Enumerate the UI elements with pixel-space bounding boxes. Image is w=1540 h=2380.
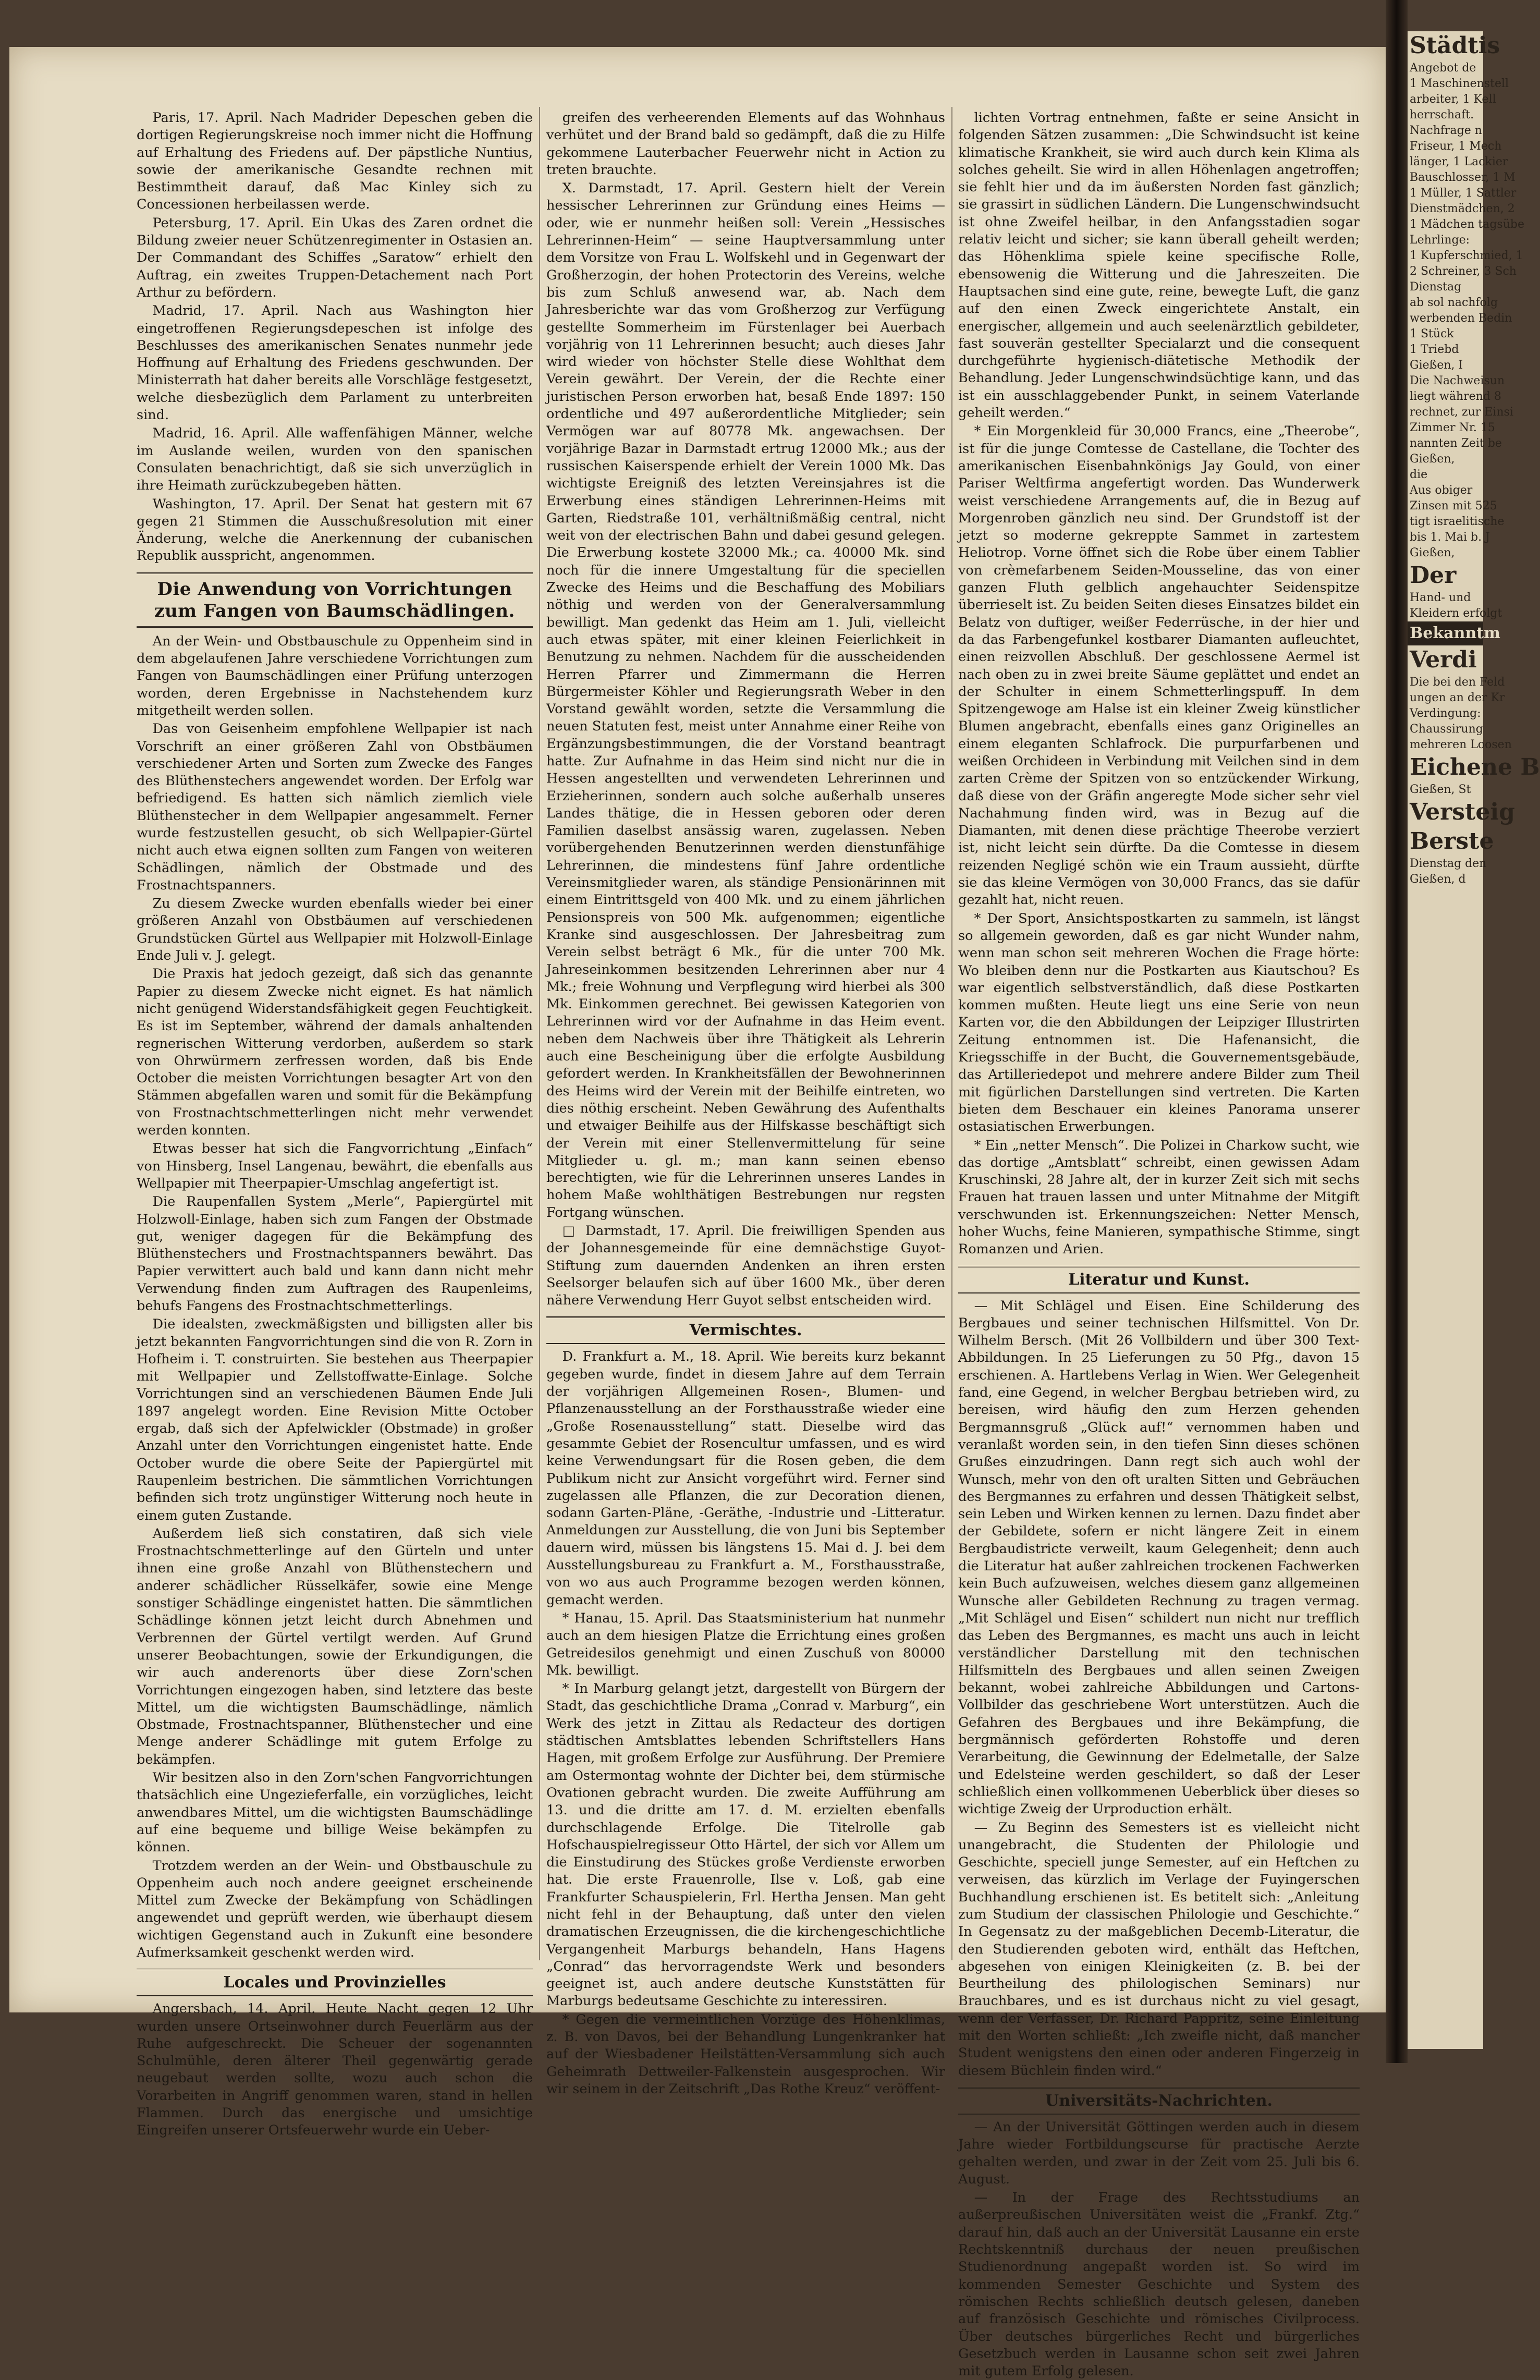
book-gutter	[1386, 0, 1408, 2063]
next-page-text: bis 1. Mai b. J	[1410, 531, 1490, 544]
paragraph: X. Darmstadt, 17. April. Gestern hielt der Verein hessischer Lehrerinnen zur Gründung eines Heims — oder, wie er nunmehr heißen soll: Verein „Hessisches Lehrerinnen-Heim“ — seine Hauptversammlung unter dem Vorsitze von Frau L. Wolfskehl und in Gegenwart der Großherzogin, der hohen Protectorin des Vereins, welche bis zum Schluß anwesend war, ab. Nach dem Jahresberichte war das vom Großherzog zur Verfügung gestellte Sommerheim im Fürstenlager bei Auerbach vorjährig von 11 Lehrerinnen besucht; auch dieses Jahr wird wieder von höchster Stelle diese Wohlthat dem Verein gewährt. Der Verein, der die Rechte einer juristischen Person erworben hat, besaß Ende 1897: 150 ordentliche und 497 außerordentliche Mitglieder; sein Vermögen war auf 80778 Mk. angewachsen. Der vorjährige Bazar in Darmstadt ertrug 12000 Mk.; aus der russischen Kaiserspende erhielt der Verein 1000 Mk. Das wichtigste Ereigniß des letzten Vereinsjahres ist die Erwerbung eines ständigen Lehrerinnen-Heims mit Garten, Riedstraße 101, verhältnißmäßig central, nicht weit von der electrischen Bahn und dabei gesund gelegen. Die Erwerbung kostete 32000 Mk.; ca. 40000 Mk. sind noch für die innere Umgestaltung für die speciellen Zwecke des Heims und die Beschaffung des Mobiliars nöthig und werden von der Generalversammlung bewilligt. Man gedenkt das Heim am 1. Juli, vielleicht auch etwas später, mit einer kleinen Feierlichkeit in Benutzung zu nehmen. Nachdem für die ausscheidenden Herren Pfarrer und Zimmermann die Herren Bürgermeister Köhler und Regierungsrath Weber in den Vorstand gewählt worden, setzte die Versammlung die neuen Statuten fest, meist unter Annahme einer Reihe von Ergänzungsbestimmungen, die der Vorstand beantragt hatte. Zur Aufnahme in das Heim sind nicht nur die in Hessen angestellten und verwendeten Lehrerinnen und Erzieherinnen, sondern auch solche außerhalb unseres Landes thätige, die in Hessen geboren oder deren Familien daselbst ansässig waren, zugelassen. Neben vorübergehenden Benutzerinnen werden dienstunfähige Lehrerinnen, die mindestens fünf Jahre ordentliche Vereinsmitglieder waren, als ständige Pensionärinnen mit einem Eintrittsgeld von 400 Mk. und zu einem jährlichen Pensionspreis von 500 Mk. aufgenommen; eigentliche Kranke sind ausgeschlossen. Der Jahresbeitrag zum Verein selbst beträgt 6 Mk., für die unter 700 Mk. Jahreseinkommen besitzenden Lehrerinnen aber nur 4 Mk.; freie Wohnung und Verpflegung wird hierbei als 300 Mk. Einkommen gerechnet. Bei gewissen Kategorien von Lehrerinnen wird vor der Aufnahme in das Heim event. neben dem Nachweis über ihre Thätigkeit als Lehrerin auch eine Bescheinigung über die erfolgte Ausbildung gefordert werden. In Krankheitsfällen der Bewohnerinnen des Heims wird der Verein mit der Beihilfe eintreten, wo dies nöthig erscheint. Neben Gewährung des Aufenthalts und etwaiger Beihilfe aus der Hilfskasse beschäftigt sich der Verein mit einer Stellenvermittelung für seine Mitglieder u. gl. m.; man kann seinen ebenso berechtigten, wie für die Lehrerinnen unseres Landes in hohem Maße wohlthätigen Bestrebungen nur regsten Fortgang wünschen.	[546, 180, 945, 1220]
paragraph: □ Darmstadt, 17. April. Die freiwilligen Spenden aus der Johannesgemeinde für eine demnächstige Guyot-Stiftung zum dauernden Andenken an ihren ersten Seelsorger belaufen sich auf über 1600 Mk., über deren nähere Verwendung Herr Guyot selbst entscheiden wird.	[546, 1223, 945, 1309]
next-page-text: 1 Triebd	[1410, 343, 1459, 356]
article-heading: Die Anwendung von Vorrichtungen zum Fangen von Baumschädlingen.	[137, 572, 533, 628]
paragraph: lichten Vortrag entnehmen, faßte er seine Ansicht in folgenden Sätzen zusammen: „Die Schwindsucht ist keine klimatische Krankheit, sie wird auch durch kein Klima als solches geheilt. Sie wird in allen Höhenlagen angetroffen; sie fehlt hier und da im äußersten Norden fast gänzlich; sie grassirt in südlichen Ländern. Die Lungenschwindsucht ist ohne Zweifel heilbar, in den Anfangsstadien sogar relativ leicht und sicher; sie kann überall geheilt werden; das Höhenklima spiele keine specifische Rolle, ebensowenig die Witterung und die Jahreszeiten. Die Hauptsachen sind eine gute, reine, bewegte Luft, die ganz auf den einen Zweck eingerichtete Anstalt, ein energischer, allgemein und auch seelenärztlich gebildeter, fast souverän gestellter Specialarzt und die consequent durchgeführte hygienisch-diätetische Methodik der Behandlung. Jeder Lungenschwindsüchtige kann, und das ist ein ausschlaggebender Punkt, in seinem Vaterlande geheilt werden.“	[958, 110, 1360, 421]
next-page-text: länger, 1 Lackier	[1410, 155, 1508, 168]
next-page-text: 2 Schreiner, 3 Sch	[1410, 265, 1517, 278]
paragraph: greifen des verheerenden Elements auf das Wohnhaus verhütet und der Brand bald so gedämpft, daß die zu Hilfe gekommene Lauterbacher Feuerwehr nicht in Action zu treten brauchte.	[546, 110, 945, 178]
column-3	[958, 109, 1360, 2379]
paragraph: * Ein Morgenkleid für 30,000 Francs, eine „Theerobe“, ist für die junge Comtesse de Castellane, die Tochter des amerikanischen Eisenbahnkönigs Jay Gould, von einer Pariser Weltfirma angefertigt worden. Das Wunderwerk weist verschiedene Arrangements auf, die in Bezug auf Morgenroben gänzlich neu sind. Der Grundstoff ist der jetzt so moderne gekreppte Sammet in zartestem Heliotrop. Vorne öffnet sich die Robe über einem Tablier von crèmefarbenem Seiden-Mousseline, das von einer ganzen Fluth gelblich angehauchter Seidenspitze überrieselt ist. Zu beiden Seiten dieses Einsatzes bildet ein Belatz von duftiger, weißer Federrüsche, in der hier und da das Farbengefunkel kostbarer Diamanten aufleuchtet, einen reizvollen Abschluß. Der geschlossene Aermel ist nach oben zu in zwei breite Säume geplättet und endet an der Schulter in einem Schmetterlingspuff. In dem Spitzengewoge am Halse ist ein kleiner Zweig künstlicher Blumen angebracht, ebenfalls eines ganz Originelles an einem eleganten Schlafrock. Die purpurfarbenen und weißen Orchideen in Verbindung mit Veilchen sind in dem zarten Crème der Spitzen von so entzückender Wirkung, daß diese von der Gräfin angeregte Mode sicher sehr viel Nachahmung finden wird, was in Bezug auf die Diamanten, mit denen diese prächtige Theerobe verziert ist, nicht leicht sein dürfte. Da die Comtesse in diesem reizenden Negligé schön wie ein Traum aussieht, dürfte sie das kleine Vermögen von 30,000 Francs, das sie dafür gezahlt hat, nicht reuen.	[958, 423, 1360, 908]
paragraph: Zu diesem Zwecke wurden ebenfalls wieder bei einer größeren Anzahl von Obstbäumen auf verschiedenen Grundstücken Gürtel aus Wellpapier mit Holzwoll-Einlage Ende Juli v. J. gelegt.	[137, 896, 533, 964]
paragraph: Die Praxis hat jedoch gezeigt, daß sich das genannte Papier zu diesem Zwecke nicht eignet. Es hat nämlich nicht genügend Widerstandsfähigkeit gegen Feuchtigkeit. Es ist im September, während der damals anhaltenden regnerischen Witterung verdorben, außerdem so stark von Ohrwürmern zerfressen worden, daß bis Ende October die meisten Vorrichtungen besagter Art von den Stämmen abgefallen waren und somit für die Bekämpfung von Frostnachtschmetterlingen nicht mehr verwendet werden konnten.	[137, 966, 533, 1139]
next-page-text: Friseur, 1 Mech	[1410, 140, 1502, 153]
next-page-text: 1 Maschinenstell	[1410, 77, 1509, 90]
next-page-text: arbeiter, 1 Kell	[1410, 93, 1496, 106]
paragraph: Madrid, 17. April. Nach aus Washington hier eingetroffenen Regierungsdepeschen ist infolge des Beschlusses des amerikanischen Senates nunmehr jede Hoffnung auf Erhaltung des Friedens geschwunden. Der Ministerrath hat daher bereits alle Vorschläge festgesetzt, welche diesbezüglich dem Parlament zu unterbreiten sind.	[137, 303, 533, 423]
next-page-text: Gießen,	[1410, 546, 1455, 559]
paragraph: Außerdem ließ sich constatiren, daß sich viele Frostnachtschmetterlinge auf den Gürteln und unter ihnen eine große Anzahl von Blüthenstechern und anderer schädlicher Rüsselkäfer, sowie eine Menge sonstiger Schädlinge eingenistet hatten. Die sämmtlichen Schädlinge können jetzt leicht durch Abnehmen und Verbrennen der Gürtel vertilgt werden. Auf Grund unserer Beobachtungen, sowie der Erkundigungen, die wir auch anderenorts über diese Zorn'schen Vorrichtungen eingezogen haben, sind letztere das beste Mittel, um die wichtigsten Baumschädlinge, nämlich Obstmade, Frostnachtspanner, Blüthenstecher und eine Menge anderer Schädlinge mit gutem Erfolge zu bekämpfen.	[137, 1525, 533, 1767]
paragraph: — Zu Beginn des Semesters ist es vielleicht nicht unangebracht, die Studenten der Philologie und Geschichte, speciell junge Semester, auf ein Heftchen zu verweisen, das kürzlich im Verlage der Fuyingerschen Buchhandlung erschienen ist. Es betitelt sich: „Anleitung zum Studium der classischen Philologie und Geschichte.“ In Gegensatz zu der maßgeblichen Decemb-Literatur, die den Studierenden geboten wird, enthält das Heftchen, abgesehen von einigen Kleinigkeiten (z. B. bei der Beurtheilung des philologischen Seminars) nur Brauchbares, und es ist durchaus nicht zu viel gesagt, wenn der Verfasser, Dr. Richard Pappritz, seine Einleitung mit den Worten schließt: „Ich zweifle nicht, daß mancher Student wenigstens den einen oder anderen Fingerzeig in diesem Büchlein finden wird.“	[958, 1820, 1360, 2079]
next-page-text: Nachfrage n	[1410, 124, 1482, 137]
next-page-text: Lehrlinge:	[1410, 234, 1470, 247]
paragraph: * Gegen die vermeintlichen Vorzüge des Höhenklimas, z. B. von Davos, bei der Behandlung Lungenkranker hat auf der Wiesbadener Heilstätten-Versammlung sich auch Geheimrath Dettweiler-Falkenstein ausgesprochen. Wir wir seinem in der Zeitschrift „Das Rothe Kreuz“ veröffent-	[546, 2011, 945, 2097]
next-page-text: Kleidern erfolgt	[1410, 607, 1502, 620]
column-rule	[539, 107, 540, 1960]
next-page-text: Die bei den Feld	[1410, 676, 1505, 689]
next-page-text: mehreren Loosen	[1410, 738, 1512, 751]
next-page-text: ab sol nachfolg	[1410, 296, 1498, 309]
paragraph: Trotzdem werden an der Wein- und Obstbauschule zu Oppenheim auch noch andere geeignet erscheinende Mittel zum Zwecke der Bekämpfung von Schädlingen angewendet und geprüft werden, wie überhaupt diesem wichtigen Gegenstand auch in Zukunft eine besondere Aufmerksamkeit geschenkt werden wird.	[137, 1858, 533, 1960]
next-page-text: Verdi	[1410, 646, 1477, 673]
next-page-text: Zinsen mit 525	[1410, 499, 1497, 512]
next-page-text: Dienstmädchen, 2	[1410, 202, 1515, 215]
next-page-text: Gießen,	[1410, 453, 1455, 466]
column-rule	[951, 107, 952, 1960]
paragraph: * Ein „netter Mensch“. Die Polizei in Charkow sucht, wie das dortige „Amtsblatt“ schreibt, einen gewissen Adam Kruschinski, 28 Jahre alt, der in kurzer Zeit sich mit sechs Frauen hat trauen lassen und unter Mitnahme der Mitgift verschwunden ist. Erkennungszeichen: Netter Mensch, hoher Wuchs, feine Manieren, sympathische Stimme, singt Romanzen und Arien.	[958, 1137, 1360, 1258]
next-page-text: 1 Mädchen tagsübe	[1410, 218, 1524, 231]
next-page-text: Gießen, St	[1410, 783, 1471, 796]
next-page-text: Bauschlosser, 1 M	[1410, 171, 1515, 184]
paragraph: Die Raupenfallen System „Merle“, Papiergürtel mit Holzwoll-Einlage, haben sich zum Fangen der Obstmade gut, weniger dagegen für die Bekämpfung des Blüthenstechers und Frostnachtspanners bewährt. Das Papier verwittert auch bald und kann dann nicht mehr Verwendung finden zum Auftragen des Raupenleims, behufs Fangens des Frostnachtschmetterlings.	[137, 1194, 533, 1314]
paragraph: Wir besitzen also in den Zorn'schen Fangvorrichtungen thatsächlich eine Ungezieferfalle, ein vorzügliches, leicht anwendbares Mittel, um die wichtigsten Baumschädlinge auf eine bequeme und billige Weise bekämpfen zu können.	[137, 1770, 533, 1856]
section-heading: Literatur und Kunst.	[958, 1266, 1360, 1293]
next-page-text: Berste	[1410, 828, 1494, 855]
next-page-text: Chaussirung	[1410, 723, 1483, 736]
paragraph: — Mit Schlägel und Eisen. Eine Schilderung des Bergbaues und seiner technischen Hilfsmittel. Von Dr. Wilhelm Bersch. (Mit 26 Vollbildern und über 300 Text-Abbildungen. In 25 Lieferungen zu 50 Pfg., davon 15 erschienen. A. Hartlebens Verlag in Wien. Wer Gelegenheit fand, eine Gegend, in welcher Bergbau betrieben wird, zu bereisen, wird häufig den zum Herzen gehenden Bergmannsgruß „Glück auf!“ vernommen haben und veranlaßt worden sein, in den tiefen Sinn dieses schönen Grußes einzudringen. Dann regt sich auch wohl der Wunsch, mehr von den oft uralten Sitten und Gebräuchen des Bergmannes zu erfahren und dessen Thätigkeit selbst, sein Leben und Wirken kennen zu lernen. Dazu findet aber der Gebildete, sofern er nicht längere Zeit in einem Bergbaudistricte verweilt, kaum Gelegenheit; denn auch die Literatur hat außer zahlreichen trockenen Fachwerken kein Buch aufzuweisen, welches diesem ganz allgemeinen Wunsche aller Gebildeten Rechnung zu tragen vermag. „Mit Schlägel und Eisen“ schildert nun nicht nur trefflich das Leben des Bergmannes, es macht uns auch in leicht verständlicher Darstellung mit den technischen Hilfsmitteln des Bergbaues und allen seinen Zweigen bekannt, wobei zahlreiche Abbildungen und Cartons-Vollbilder das geschriebene Wort unterstützen. Auch die Gefahren des Bergbaues und ihre Bekämpfung, die bergmännisch geförderten Rohstoffe und deren Verarbeitung, die Gewinnung der Edelmetalle, der Salze und Edelsteine werden geschildert, so daß der Leser schließlich einen vollkommenen Ueberblick über dieses so wichtige Zweig der Urproduction erhält.	[958, 1298, 1360, 1817]
section-heading: Vermischtes.	[546, 1316, 945, 1344]
paragraph: — An der Universität Göttingen werden auch in diesem Jahre wieder Fortbildungscurse für practische Aerzte gehalten werden, und zwar in der Zeit vom 25. Juli bis 6. August.	[958, 2119, 1360, 2187]
next-page-text: Die Nachweisun	[1410, 374, 1505, 387]
next-page-text: Dienstag den	[1410, 857, 1487, 870]
next-page-text: liegt während 8	[1410, 390, 1501, 403]
paragraph: Etwas besser hat sich die Fangvorrichtung „Einfach“ von Hinsberg, Insel Langenau, bewährt, die ebenfalls aus Wellpapier mit Theerpapier-Umschlag angefertigt ist.	[137, 1141, 533, 1191]
next-page-text: Versteig	[1410, 799, 1515, 825]
paragraph: — In der Frage des Rechtsstudiums an außerpreußischen Universitäten weist die „Frankf. Ztg.“ darauf hin, daß auch an der Universität Lausanne ein erste Rechtskenntniß durchaus der neuen preußischen Studienordnung angepaßt worden ist. So wird im kommenden Semester Geschichte und System des römischen Rechts schließlich deutsch gelesen, daneben auf französisch Geschichte und römisches Civilprocess. Über deutsches bürgerliches Recht und bürgerliches Gesetzbuch werden in Lausanne schon seit zwei Jahren mit gutem Erfolg gelesen.	[958, 2190, 1360, 2379]
next-page-text: Dienstag	[1410, 280, 1462, 294]
next-page-text: Gießen, d	[1410, 873, 1466, 886]
next-page-text: nannten Zeit be	[1410, 437, 1502, 450]
paragraph: An der Wein- und Obstbauschule zu Oppenheim sind in dem abgelaufenen Jahre verschiedene Vorrichtungen zum Fangen von Baumschädlingen einer Prüfung unterzogen worden, deren Ergebnisse in Nachstehendem kurz mitgetheilt werden sollen.	[137, 633, 533, 718]
paragraph: Das von Geisenheim empfohlene Wellpapier ist nach Vorschrift an einer größeren Zahl von Obstbäumen verschiedener Arten und Sorten zum Zwecke des Fanges des Blüthenstechers angewendet worden. Der Erfolg war befriedigend. Es hatten sich nämlich ziemlich viele Blüthenstecher in dem Wellpapier angesammelt. Ferner wurde festzustellen gesucht, ob sich Wellpapier-Gürtel nicht auch etwa eignen sollten zum Fangen von weiteren Schädlingen, nämlich der Obstmade und des Frostnachtspanners.	[137, 721, 533, 893]
next-page-text: Zimmer Nr. 15	[1410, 421, 1495, 434]
paragraph: Washington, 17. April. Der Senat hat gestern mit 67 gegen 21 Stimmen die Ausschußresolution mit einer Änderung, welche die Anerkennung der cubanischen Republik ausspricht, angenommen.	[137, 496, 533, 564]
paragraph: * Der Sport, Ansichtspostkarten zu sammeln, ist längst so allgemein geworden, daß es gar nicht Wunder nahm, wenn man schon seit mehreren Wochen die Frage hörte: Wo bleiben denn nur die Postkarten aus Kiautschou? Es war eigentlich selbstverständlich, daß diese Postkarten kommen mußten. Heute liegt uns eine Serie von neun Karten vor, die den Abbildungen der Leipziger Illustrirten Zeitung entnommen ist. Die Hafenansicht, die Kriegsschiffe in der Bucht, die Gouvernementsgebäude, das Artilleriedepot und mehrere andere Bilder zum Theil mit figürlichen Darstellungen sind vertreten. Die Karten bieten dem Beschauer ein kleines Panorama unserer ostasiatischen Erwerbungen.	[958, 910, 1360, 1135]
paragraph: D. Frankfurt a. M., 18. April. Wie bereits kurz bekannt gegeben wurde, findet in diesem Jahre auf dem Terrain der vorjährigen Allgemeinen Rosen-, Blumen- und Pflanzenausstellung an der Forsthausstraße wieder eine „Große Rosenausstellung“ statt. Dieselbe wird das gesammte Gebiet der Rosencultur umfassen, und es wird keine Verwendungsart für die Rosen geben, die dem Publikum nicht zur Ansicht vorgeführt wird. Ferner sind zugelassen alle Pflanzen, die zur Decoration dienen, sodann Garten-Pläne, -Geräthe, -Industrie und -Litteratur. Anmeldungen zur Ausstellung, die von Juni bis September dauern wird, müssen bis längstens 15. Mai d. J. bei dem Ausstellungsbureau zu Frankfurt a. M., Forsthausstraße, von wo aus auch Programme bezogen werden können, gemacht werden.	[546, 1349, 945, 1608]
next-page-text: rechnet, zur Einsi	[1410, 406, 1513, 419]
paragraph: Die idealsten, zweckmäßigsten und billigsten aller bis jetzt bekannten Fangvorrichtungen sind die von R. Zorn in Hofheim i. T. construirten. Sie bestehen aus Theerpapier mit Wellpapier und Zellstoffwatte-Einlage. Solche Vorrichtungen sind an verschiedenen Bäumen Ende Juli 1897 angelegt worden. Eine Revision Mitte October ergab, daß sich der Apfelwickler (Obstmade) in großer Anzahl unter den Vorrichtungen eingenistet hatte. Ende October wurde die obere Seite der Papiergürtel mit Raupenleim bestrichen. Die sämmtlichen Vorrichtungen befinden sich trotz ungünstiger Witterung noch heute in einem guten Zustande.	[137, 1316, 533, 1523]
next-page-text: ungen an der Kr	[1410, 691, 1505, 704]
section-heading: Universitäts-Nachrichten.	[958, 2087, 1360, 2115]
section-heading: Locales und Provinzielles	[137, 1969, 533, 1996]
column-2	[546, 109, 945, 2097]
next-page-text: die	[1410, 468, 1428, 481]
next-page-text: Bekanntm	[1408, 621, 1483, 645]
next-page-text: 1 Müller, 1 Sattler	[1410, 187, 1517, 200]
paragraph: Paris, 17. April. Nach Madrider Depeschen geben die dortigen Regierungskreise noch immer nicht die Hoffnung auf Erhaltung des Friedens auf. Der päpstliche Nuntius, sowie der amerikanische Gesandte rechnen mit Bestimmtheit darauf, daß Mac Kinley sich zu Concessionen herbeilassen werde.	[137, 110, 533, 213]
next-page-text: herrschaft.	[1410, 108, 1474, 121]
paragraph: Angersbach, 14. April. Heute Nacht gegen 12 Uhr wurden unsere Ortseinwohner durch Feuerlärm aus der Ruhe aufgeschreckt. Die Scheuer der sogenannten Schulmühle, deren älterer Theil gegenwärtig gerade neugebaut werden sollte, wozu auch schon die Vorarbeiten in Angriff genommen waren, stand in hellen Flammen. Durch das energische und umsichtige Eingreifen unserer Ortsfeuerwehr wurde ein Ueber-	[137, 2001, 533, 2139]
next-page-text: 1 Stück	[1410, 327, 1454, 340]
paragraph: * In Marburg gelangt jetzt, dargestellt von Bürgern der Stadt, das geschichtliche Drama „Conrad v. Marburg“, ein Werk des jetzt in Zittau als Redacteur des dortigen städtischen Amtsblattes lebenden Schriftstellers Hans Hagen, mit großem Erfolge zur Ausführung. Der Premiere am Ostermontag wohnte der Dichter bei, dem stürmische Ovationen gebracht wurden. Die zweite Aufführung am 13. und die dritte am 17. d. M. erzielten ebenfalls durchschlagende Erfolge. Die Titelrolle gab Hofschauspielregisseur Otto Härtel, der sich vor Allem um die Einstudirung des Stückes große Verdienste erworben hat. Die erste Frauenrolle, Ilse v. Loß, gab eine Frankfurter Schauspielerin, Frl. Hertha Jensen. Man geht nicht fehl in der Behauptung, daß unter den vielen dramatischen Erzeugnissen, die die kirchengeschichtliche Vergangenheit Marburgs behandeln, Hans Hagens „Conrad“ das hervorragendste Werk und besonders geeignet ist, auch andere deutsche Kunststätten für Marburgs bedeutsame Geschichte zu interessiren.	[546, 1681, 945, 2009]
next-page-text: Hand- und	[1410, 591, 1471, 604]
next-page-text: 1 Kupferschmied, 1	[1410, 249, 1523, 262]
paragraph: Madrid, 16. April. Alle waffenfähigen Männer, welche im Auslande weilen, wurden von den spanischen Consulaten benachrichtigt, daß sie sich unverzüglich in ihre Heimath zurückzubegeben hätten.	[137, 425, 533, 494]
next-page-text: Gießen, I	[1410, 359, 1463, 372]
next-page-text: tigt israelitische	[1410, 515, 1505, 528]
next-page-text: Aus obiger	[1410, 484, 1473, 497]
paragraph: * Hanau, 15. April. Das Staatsministerium hat nunmehr auch an dem hiesigen Platze die Errichtung eines großen Getreidesilos genehmigt und einen Zuschuß von 80000 Mk. bewilligt.	[546, 1610, 945, 1678]
next-page-text: Verdingung:	[1410, 707, 1481, 720]
next-page-text: Der	[1410, 562, 1457, 589]
paragraph: Petersburg, 17. April. Ein Ukas des Zaren ordnet die Bildung zweier neuer Schützenregimenter in Ostasien an. Der Commandant des Schiffes „Saratow“ erhielt den Auftrag, ein zweites Truppen-Detachement nach Port Arthur zu befördern.	[137, 215, 533, 300]
column-1	[137, 109, 533, 2139]
next-page-text: werbenden Bedin	[1410, 312, 1512, 325]
next-page-text: Eichene B	[1410, 754, 1540, 780]
next-page-text: Angebot de	[1410, 62, 1476, 75]
next-page-fragment	[1408, 31, 1540, 2049]
next-page-text: Städtis	[1410, 32, 1500, 59]
